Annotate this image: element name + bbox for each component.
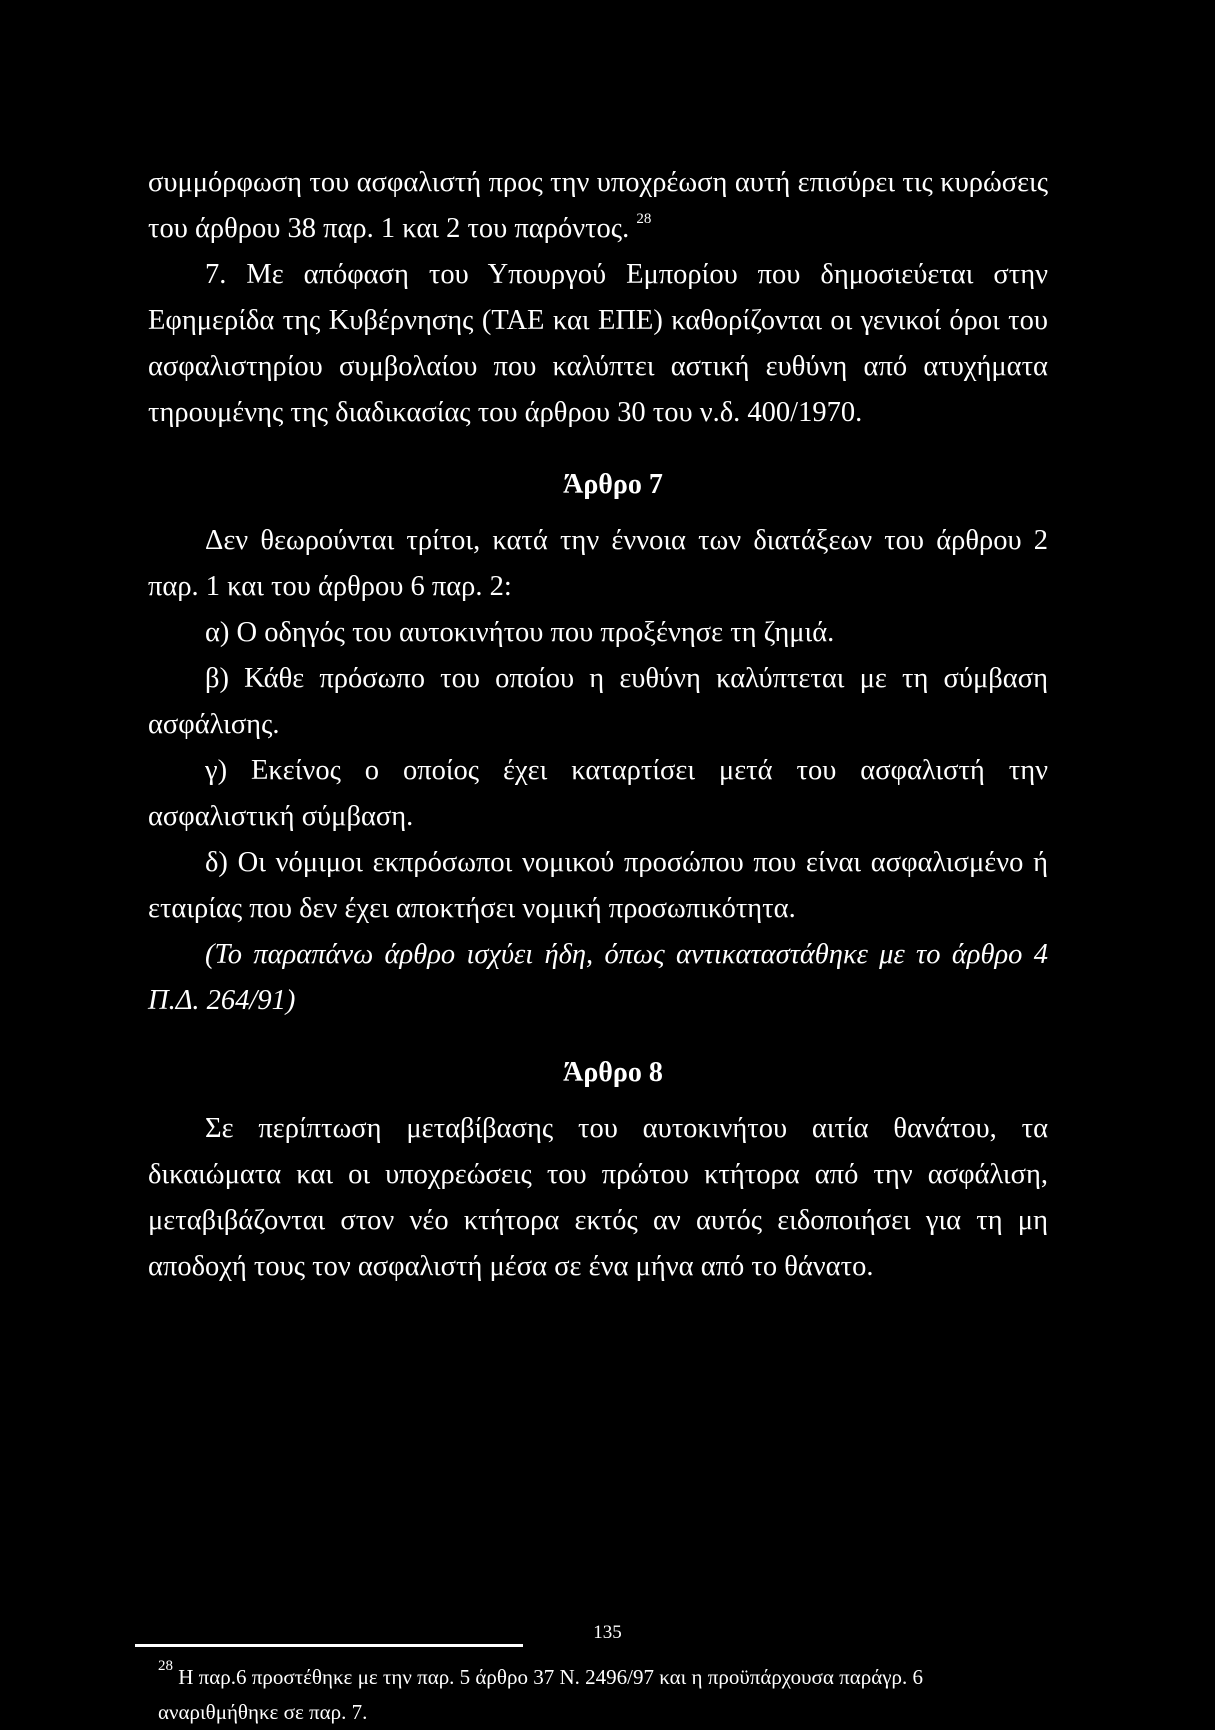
- page-number: 135: [593, 1622, 622, 1643]
- article-7-heading: Άρθρο 7: [563, 469, 663, 500]
- footnote-ref: 28: [636, 211, 652, 227]
- article-8-text: Σε περίπτωση μεταβίβασης του αυτοκινήτου αιτία θανάτου, τα δικαιώματα και οι υποχρεώσεις του πρώτου κτήτορα από την ασφάλιση, μεταβιβάζονται στον νέο κτήτορα εκτός αν αυτός ειδοποιήσει για τη μη αποδοχή τους τον ασφαλιστή μέσα σε ένα μήνα από το θάνατο.: [148, 1113, 1048, 1282]
- article-7-item-a: α) Ο οδηγός του αυτοκινήτου που προξένησε τη ζημιά.: [205, 617, 835, 648]
- article-7-item-b: β) Κάθε πρόσωπο του οποίου η ευθύνη καλύπτεται με τη σύμβαση ασφάλισης.: [148, 663, 1048, 740]
- document-body: [148, 160, 1048, 1290]
- footnote-text: Η παρ.6 προστέθηκε με την παρ. 5 άρθρο 37 Ν. 2496/97 και η προϋπάρχουσα παράγρ. 6 αναριθμήθηκε σε παρ. 7.: [158, 1665, 923, 1724]
- article-7-item-d: δ) Οι νόμιμοι εκπρόσωποι νομικού προσώπου που είναι ασφαλισμένο ή εταιρίας που δεν έχει αποκτήσει νομική προσωπικότητα.: [148, 847, 1048, 924]
- article-7-note: (Το παραπάνω άρθρο ισχύει ήδη, όπως αντικαταστάθηκε με το άρθρο 4 Π.Δ. 264/91): [148, 939, 1048, 1016]
- footnote-marker: 28: [158, 1658, 173, 1674]
- footnote-divider: [135, 1644, 523, 1647]
- paragraph-7: 7. Με απόφαση του Υπουργού Εμπορίου που δημοσιεύεται στην Εφημερίδα της Κυβέρνησης (ΤΑΕ και ΕΠΕ) καθορίζονται οι γενικοί όροι του ασφαλιστηρίου συμβολαίου που καλύπτει αστική ευθύνη από ατυχήματα τηρουμένης της διαδικασίας του άρθρου 30 του ν.δ. 400/1970.: [148, 259, 1048, 428]
- article-7-intro: Δεν θεωρούνται τρίτοι, κατά την έννοια των διατάξεων του άρθρου 2 παρ. 1 και του άρθρου 6 παρ. 2:: [148, 525, 1048, 602]
- footnote: [158, 1660, 1048, 1730]
- article-8-heading: Άρθρο 8: [563, 1057, 663, 1088]
- paragraph-continuation: συμμόρφωση του ασφαλιστή προς την υποχρέωση αυτή επισύρει τις κυρώσεις του άρθρου 38 παρ. 1 και 2 του παρόντος. $^{28}$: [148, 167, 1048, 244]
- article-7-item-c: γ) Εκείνος ο οποίος έχει καταρτίσει μετά του ασφαλιστή την ασφαλιστική σύμβαση.: [148, 755, 1048, 832]
